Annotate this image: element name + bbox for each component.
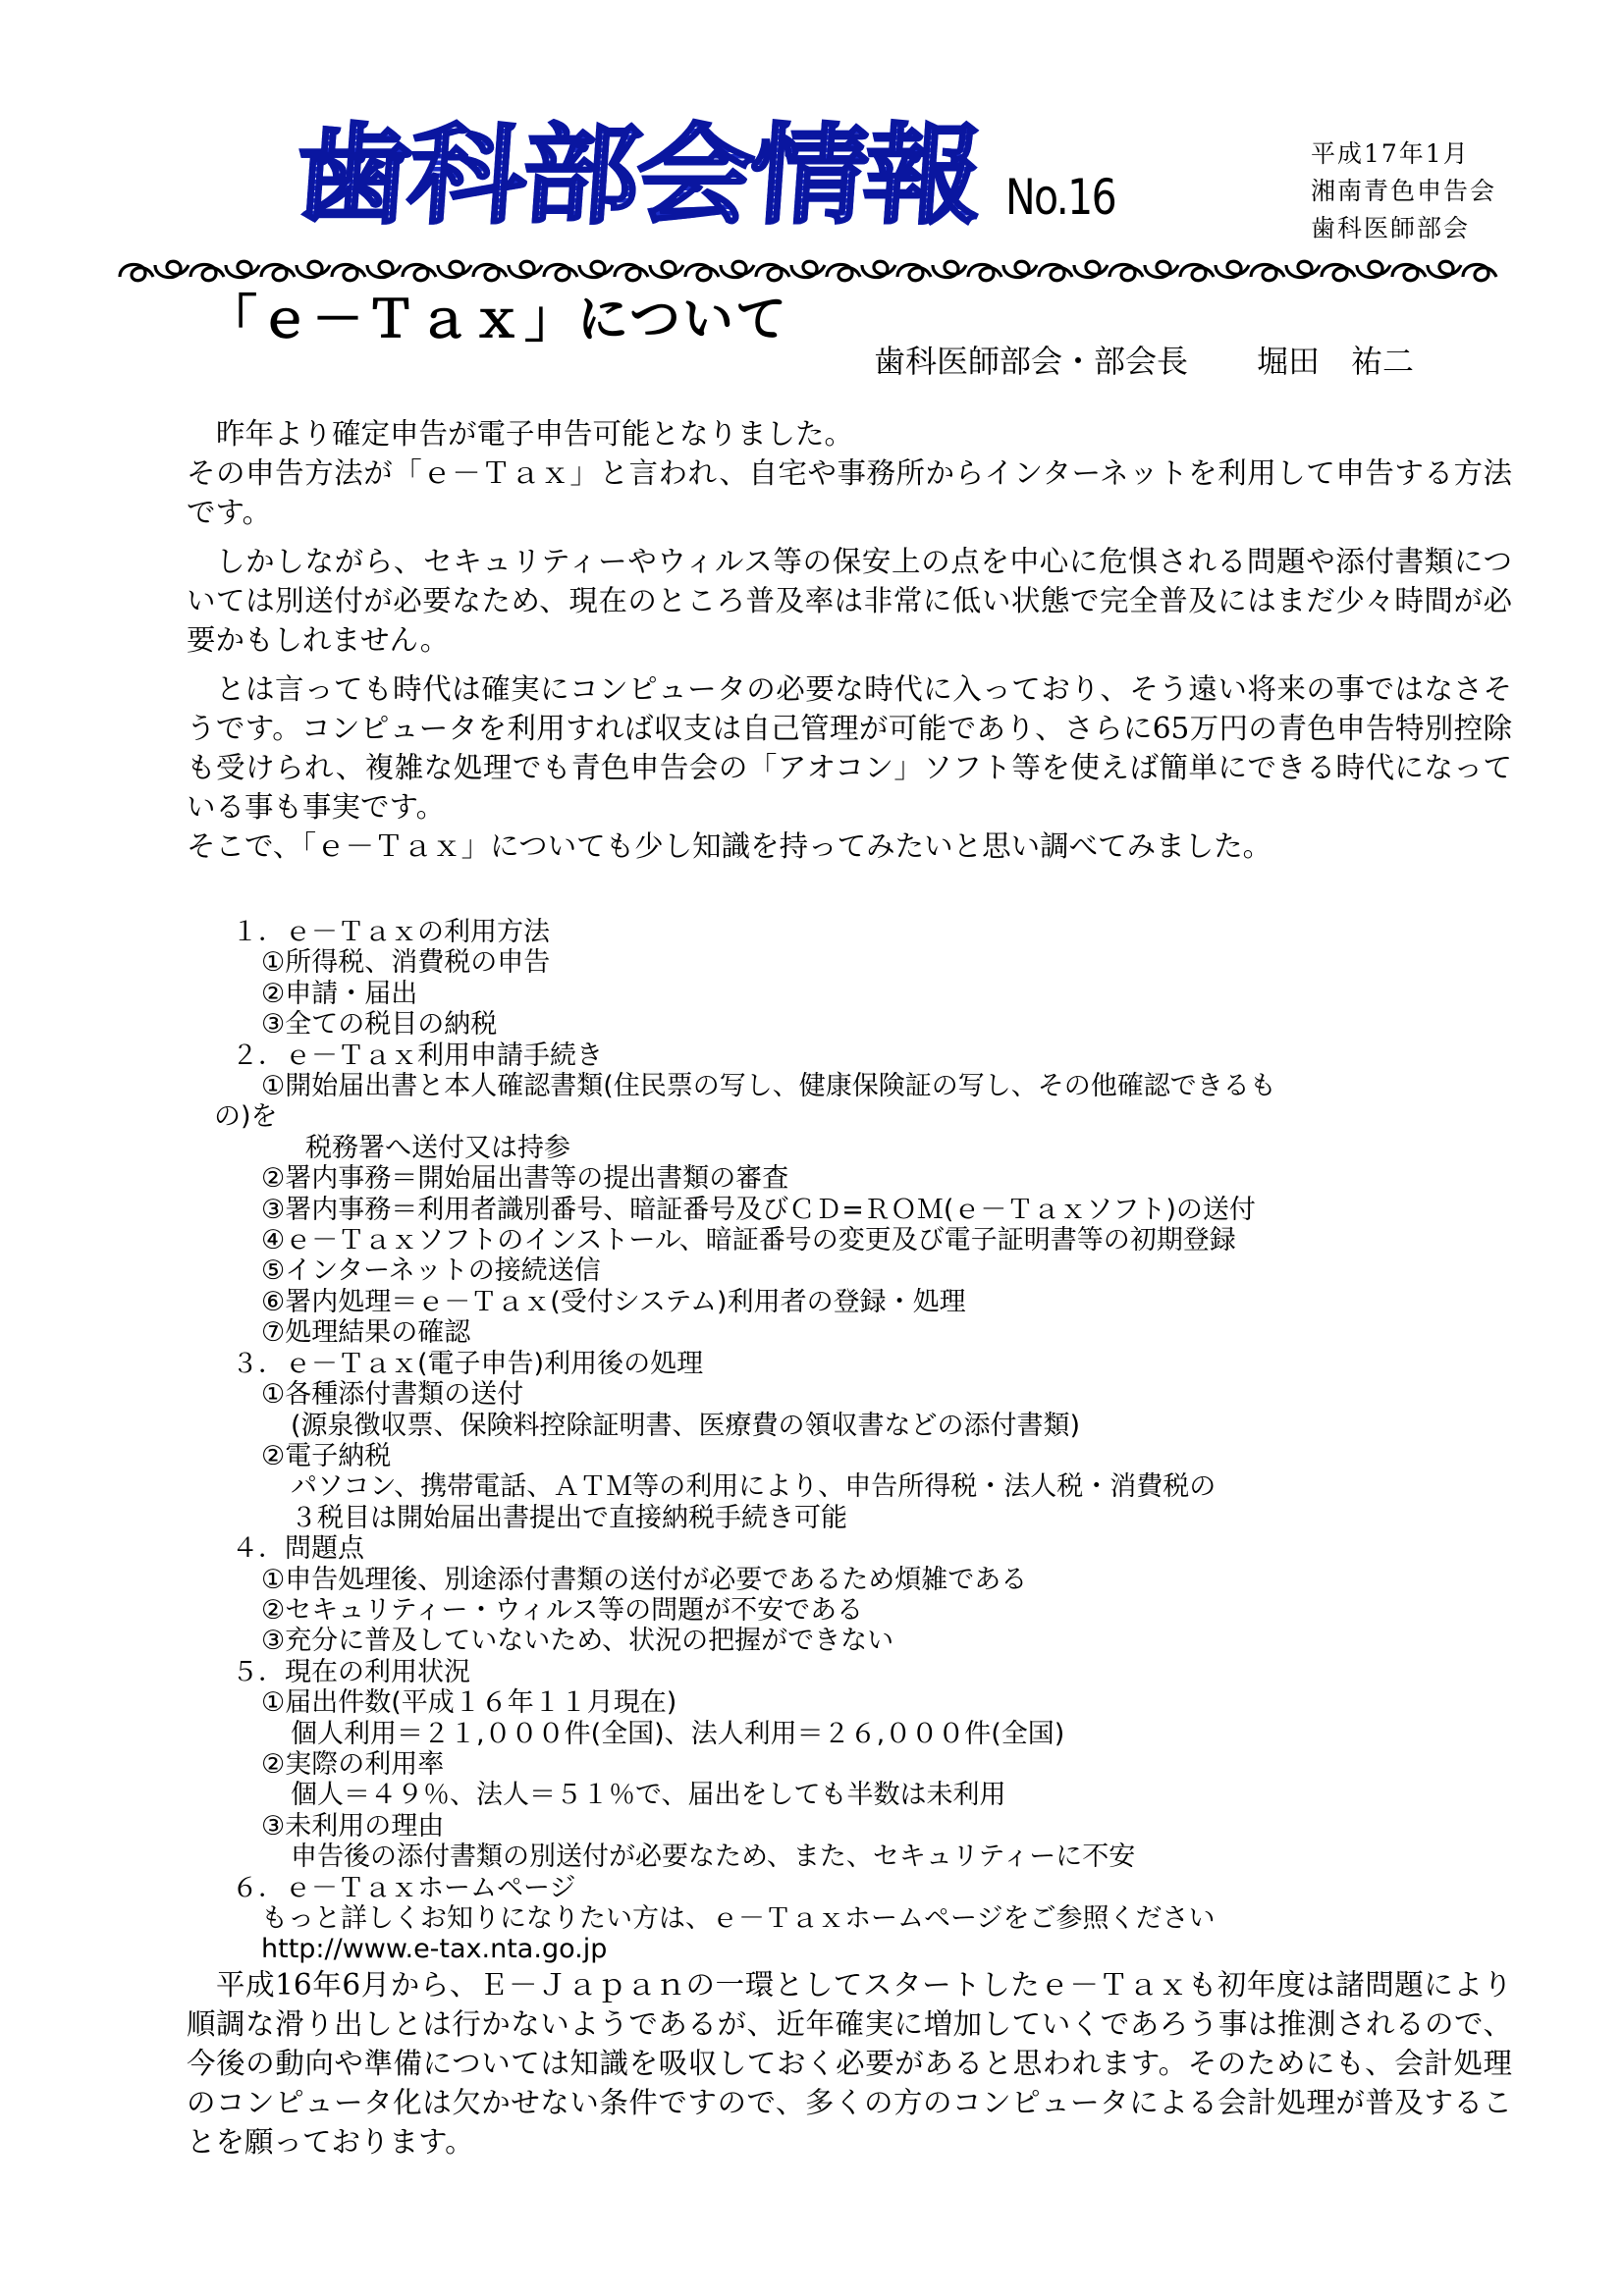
list-item-detail: もっと詳しくお知りになりたい方は、ｅ－Ｔａｘホームページをご参照ください (261, 1903, 1216, 1934)
issue-info (1311, 135, 1496, 247)
etax-url-link[interactable]: http://www.e-tax.nta.go.jp (261, 1934, 608, 1965)
intro-block (187, 414, 1512, 866)
author-name: 堀田 祐二 (1257, 343, 1415, 380)
list-item: ②申請・届出 (261, 978, 418, 1009)
issue-date: 平成17年1月 (1311, 139, 1470, 168)
closing-block (187, 1965, 1512, 2162)
list-item: ①開始届出書と本人確認書類(住民票の写し、健康保険証の写し、その他確認できるも (261, 1071, 1276, 1102)
list-item: ①届出件数(平成１６年１１月現在) (261, 1687, 677, 1719)
masthead (0, 0, 1623, 265)
issue-number: No.16 (1005, 169, 1116, 226)
list-item-detail: (源泉徴収票、保険料控除証明書、医療費の領収書などの添付書類) (291, 1410, 1081, 1441)
list-item: ①所得税、消費税の申告 (261, 947, 551, 979)
list-item: ③未利用の理由 (261, 1810, 445, 1842)
list-item: ②実際の利用率 (261, 1748, 445, 1780)
list-item: ②セキュリティー・ウィルス等の問題が不安である (261, 1594, 864, 1626)
list-item: ⑦処理結果の確認 (261, 1317, 471, 1349)
intro-paragraph: そこで、「ｅ－Ｔａｘ」についても少し知識を持ってみたいと思い調べてみました。 (187, 829, 1272, 863)
list-item: ②署内事務＝開始届出書等の提出書類の審査 (261, 1163, 789, 1195)
list-item: ④ｅ－Ｔａｘソフトのインストール、暗証番号の変更及び電子証明書等の初期登録 (261, 1225, 1236, 1256)
intro-paragraph: しかしながら、セキュリティーやウィルス等の保安上の点を中心に危惧される問題や添付書類については別送付が必要なため、現在のところ普及率は非常に低い状態で完全普及にはまだ少々時間が必要かもしれません。 (187, 545, 1512, 657)
section-heading: ３．ｅ－Ｔａｘ(電子申告)利用後の処理 (232, 1348, 704, 1379)
list-item: ⑥署内処理＝ｅ－Ｔａｘ(受付システム)利用者の登録・処理 (261, 1286, 966, 1317)
list-item-detail: 申告後の添付書類の別送付が必要なため、また、セキュリティーに不安 (291, 1842, 1136, 1873)
publisher-section: 歯科医師部会 (1311, 214, 1471, 242)
publisher-association: 湘南青色申告会 (1311, 177, 1497, 205)
section-heading: ５．現在の利用状況 (232, 1656, 470, 1687)
author-role: 歯科医師部会・部会長 (874, 343, 1189, 380)
closing-paragraph: 平成16年6月から、Ｅ－Ｊａｐａｎの一環としてスタートしたｅ－Ｔａｘも初年度は諸問題により順調な滑り出しとは行かないようであるが、近年確実に増加していくであろう事は推測されるので、今後の動向や準備については知識を吸収しておく必要があると思われます。そのためにも、会計処理のコンピュータ化は欠かせない条件ですので、多くの方のコンピュータによる会計処理が普及することを願っております。 (187, 1968, 1512, 2159)
list-item-detail: 個人利用＝２１,０００件(全国)、法人利用＝２６,０００件(全国) (291, 1718, 1065, 1749)
list-item: ③全ての税目の納税 (261, 1009, 498, 1041)
intro-paragraph: 昨年より確定申告が電子申告可能となりました。 (216, 417, 854, 451)
newsletter-logo (290, 106, 1140, 240)
decorative-border-rule (118, 253, 1512, 289)
intro-paragraph: とは言っても時代は確実にコンピュータの必要な時代に入っており、そう遠い将来の事ではなさそうです。コンピュータを利用すれば収支は自己管理が可能であり、さらに65万円の青色申告特別控除も受けられ、複雑な処理でも青色申告会の「アオコン」ソフト等を使えば簡単にできる時代になっている事も事実です。 (187, 672, 1512, 824)
list-item-detail: 税務署へ送付又は持参 (305, 1132, 570, 1163)
list-item: ③充分に普及していないため、状況の把握ができない (261, 1626, 894, 1657)
list-item-detail: パソコン、携帯電話、ＡＴＭ等の利用により、申告所得税・法人税・消費税の (291, 1471, 1217, 1503)
list-item: ③署内事務＝利用者識別番号、暗証番号及びＣＤ=ＲＯＭ(ｅ－Ｔａｘソフト)の送付 (261, 1194, 1256, 1225)
section-heading: １．ｅ－Ｔａｘの利用方法 (232, 917, 550, 947)
article-title: 「ｅ－Ｔａｘ」について (206, 291, 788, 349)
section-list (214, 917, 1410, 1965)
list-item: ②電子納税 (261, 1440, 392, 1471)
section-heading: ２．ｅ－Ｔａｘ利用申請手続き (232, 1040, 603, 1071)
section-heading: ４．問題点 (232, 1533, 364, 1565)
list-item: ①各種添付書類の送付 (261, 1379, 524, 1411)
list-item: ⑤インターネットの接続送信 (261, 1255, 601, 1287)
list-item-detail: 個人＝４９％、法人＝５１％で、届出をしても半数は未利用 (291, 1780, 1006, 1811)
list-item-continuation: の)を (214, 1101, 278, 1133)
list-item: ①申告処理後、別途添付書類の送付が必要であるため煩雑である (261, 1564, 1028, 1595)
list-item-detail: ３税目は開始届出書提出で直接納税手続き可能 (291, 1502, 847, 1533)
section-heading: ６．ｅ－Ｔａｘホームページ (232, 1872, 576, 1903)
masthead-title: 歯科部会情報 (290, 113, 983, 240)
article-author (874, 343, 1415, 380)
intro-paragraph: その申告方法が「ｅ－Ｔａｘ」と言われ、自宅や事務所からインターネットを利用して申告する方法です。 (187, 456, 1512, 529)
